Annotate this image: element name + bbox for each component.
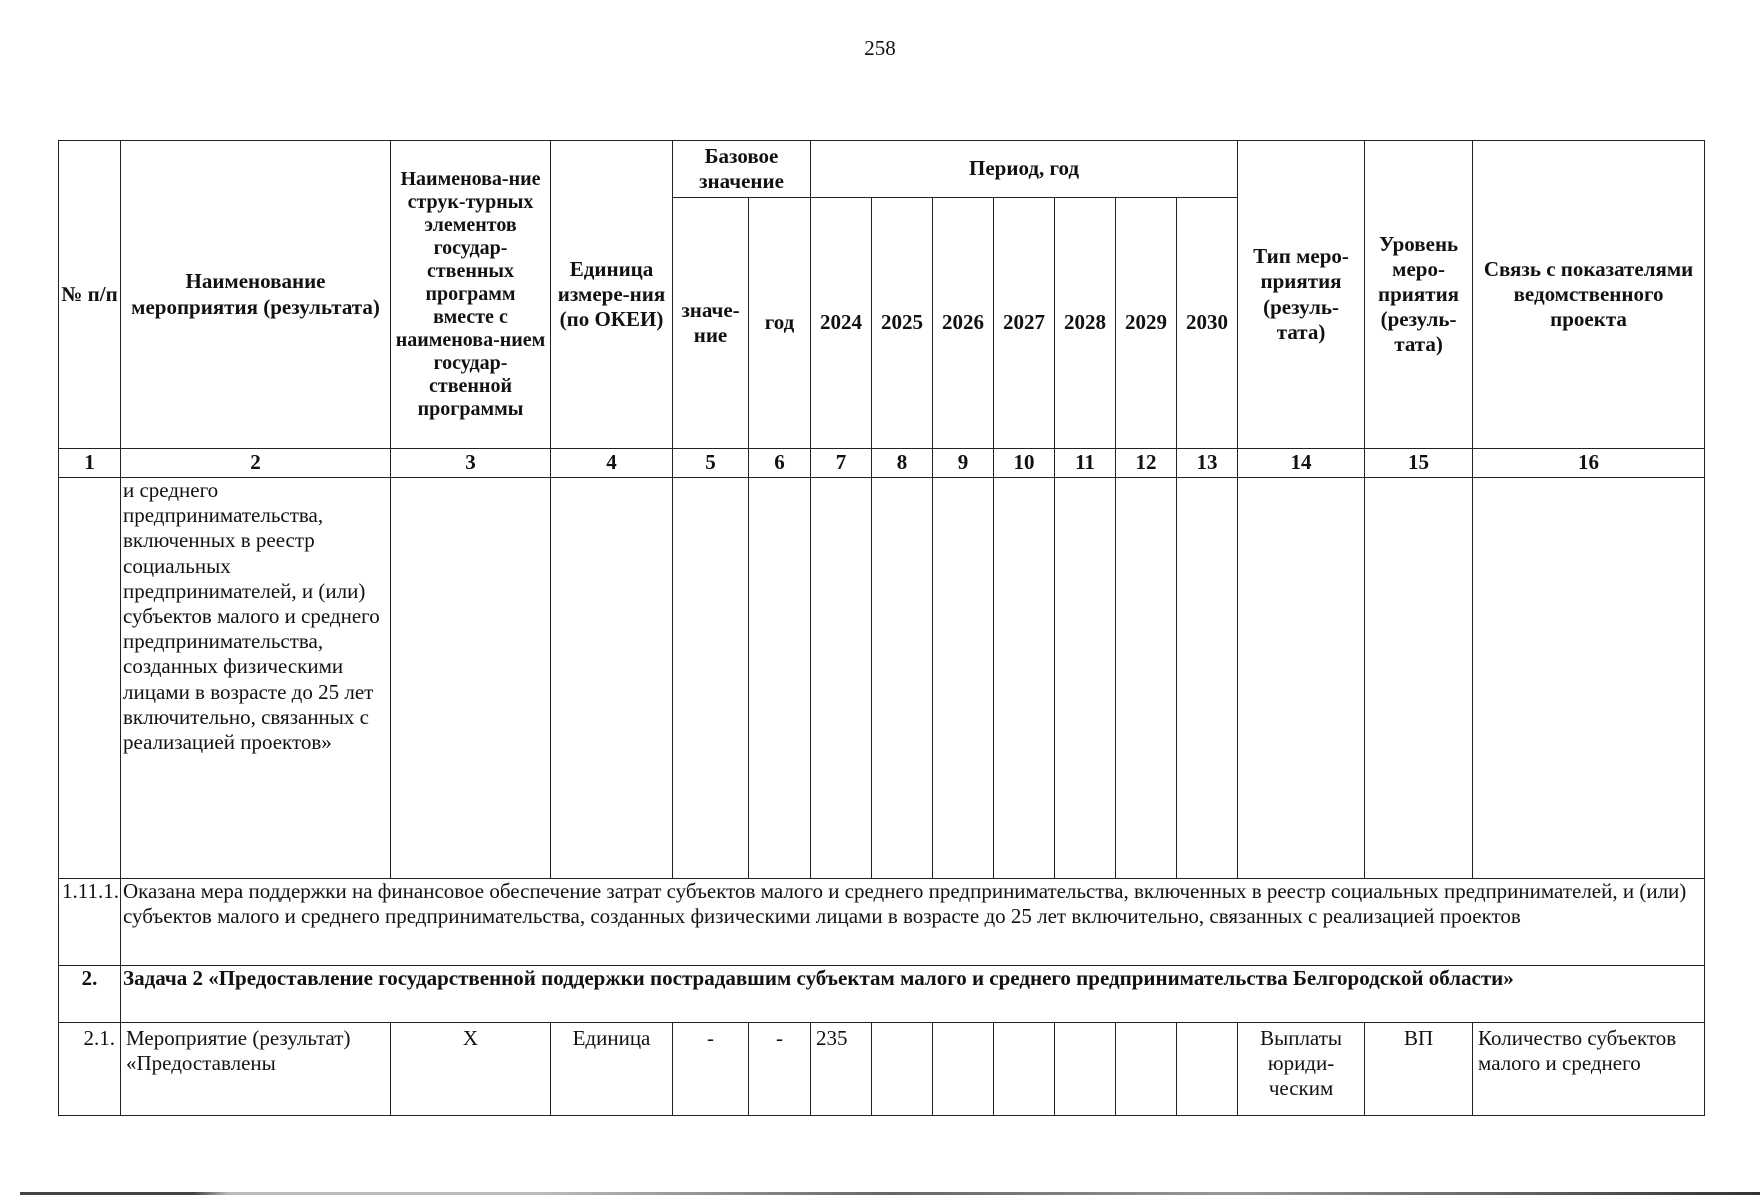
header-year-2030: 2030 [1177, 198, 1238, 449]
cell-empty [933, 478, 994, 879]
table-row-continuation [59, 478, 1705, 879]
cell-base-value: - [673, 1023, 749, 1116]
column-number: 13 [1177, 449, 1238, 478]
header-measure-level: Уровень меро-приятия (резуль-тата) [1365, 141, 1473, 449]
cell-year-2025 [872, 1023, 933, 1116]
measures-table [58, 140, 1705, 1116]
cell-row-number: 2.1. [59, 1023, 121, 1116]
cell-base-year: - [749, 1023, 811, 1116]
cell-measure-type: Выплаты юриди-ческим [1238, 1023, 1365, 1116]
cell-empty [1365, 478, 1473, 879]
table-row-task-2 [59, 966, 1705, 1023]
column-number: 12 [1116, 449, 1177, 478]
cell-empty [1238, 478, 1365, 879]
cell-row-number: 1.11.1. [59, 879, 121, 966]
column-numbers-row [59, 449, 1705, 478]
header-year-2029: 2029 [1116, 198, 1177, 449]
cell-year-2026 [933, 1023, 994, 1116]
header-year-2028: 2028 [1055, 198, 1116, 449]
header-period: Период, год [811, 141, 1238, 198]
column-number: 14 [1238, 449, 1365, 478]
column-number: 7 [811, 449, 872, 478]
cell-empty [994, 478, 1055, 879]
header-year-2024: 2024 [811, 198, 872, 449]
column-number: 9 [933, 449, 994, 478]
cell-empty [1116, 478, 1177, 879]
cell-unit: Единица [551, 1023, 673, 1116]
cell-result-text: Оказана мера поддержки на финансовое обеспечение затрат субъектов малого и среднего предпринимательства, включенных в реестр социальных предпринимателей, и (или) субъектов малого и среднего предпринимательства, созданных физическими лицами в возрасте до 25 лет включительно, связанных с реализацией проектов [121, 879, 1705, 966]
header-link-indicators: Связь с показателями ведомственного проекта [1473, 141, 1705, 449]
cell-empty [1177, 478, 1238, 879]
cell-empty [391, 478, 551, 879]
column-number: 4 [551, 449, 673, 478]
cell-empty [1055, 478, 1116, 879]
cell-empty [1473, 478, 1705, 879]
cell-empty [749, 478, 811, 879]
cell-measure-name: Мероприятие (результат) «Предоставлены [121, 1023, 391, 1116]
header-base-value-year: год [749, 198, 811, 449]
column-number: 11 [1055, 449, 1116, 478]
scan-edge-line [20, 1192, 1760, 1195]
cell-year-2029 [1116, 1023, 1177, 1116]
header-year-2025: 2025 [872, 198, 933, 449]
table-row-2-1 [59, 1023, 1705, 1116]
column-number: 8 [872, 449, 933, 478]
header-measure-name: Наименование мероприятия (результата) [121, 141, 391, 449]
cell-empty [551, 478, 673, 879]
column-number: 5 [673, 449, 749, 478]
cell-empty [811, 478, 872, 879]
column-number: 15 [1365, 449, 1473, 478]
header-base-value: Базовое значение [673, 141, 811, 198]
header-year-2026: 2026 [933, 198, 994, 449]
cell-row-number: 2. [59, 966, 121, 1023]
column-number: 10 [994, 449, 1055, 478]
cell-no [59, 478, 121, 879]
header-row-1 [59, 141, 1705, 198]
cell-year-2030 [1177, 1023, 1238, 1116]
cell-structural-element: Х [391, 1023, 551, 1116]
header-measure-type: Тип меро-приятия (резуль-тата) [1238, 141, 1365, 449]
header-base-value-value: значе-ние [673, 198, 749, 449]
header-no: № п/п [59, 141, 121, 449]
column-number: 6 [749, 449, 811, 478]
cell-measure-level: ВП [1365, 1023, 1473, 1116]
cell-year-2027 [994, 1023, 1055, 1116]
column-number: 1 [59, 449, 121, 478]
cell-link-indicators: Количество субъектов малого и среднего [1473, 1023, 1705, 1116]
cell-task-text: Задача 2 «Предоставление государственной поддержки пострадавшим субъектам малого и среднего предпринимательства Белгородской области» [121, 966, 1705, 1023]
cell-year-2028 [1055, 1023, 1116, 1116]
cell-empty [872, 478, 933, 879]
header-structural-elements: Наименова-ние струк-турных элементов государ-ственных программ вместе с наименова-нием государ-ственной программы [391, 141, 551, 449]
column-number: 16 [1473, 449, 1705, 478]
column-number: 3 [391, 449, 551, 478]
cell-empty [673, 478, 749, 879]
header-unit: Единица измере-ния (по ОКЕИ) [551, 141, 673, 449]
cell-year-2024: 235 [811, 1023, 872, 1116]
column-number: 2 [121, 449, 391, 478]
page-number: 258 [864, 36, 896, 60]
cell-measure-name: и среднего предпринимательства, включенных в реестр социальных предпринимателей, и (или) субъектов малого и среднего предпринимательства, созданных физическими лицами в возрасте до 25 лет включительно, связанных с реализацией проектов» [121, 478, 391, 879]
header-year-2027: 2027 [994, 198, 1055, 449]
table-row-1-11-1 [59, 879, 1705, 966]
